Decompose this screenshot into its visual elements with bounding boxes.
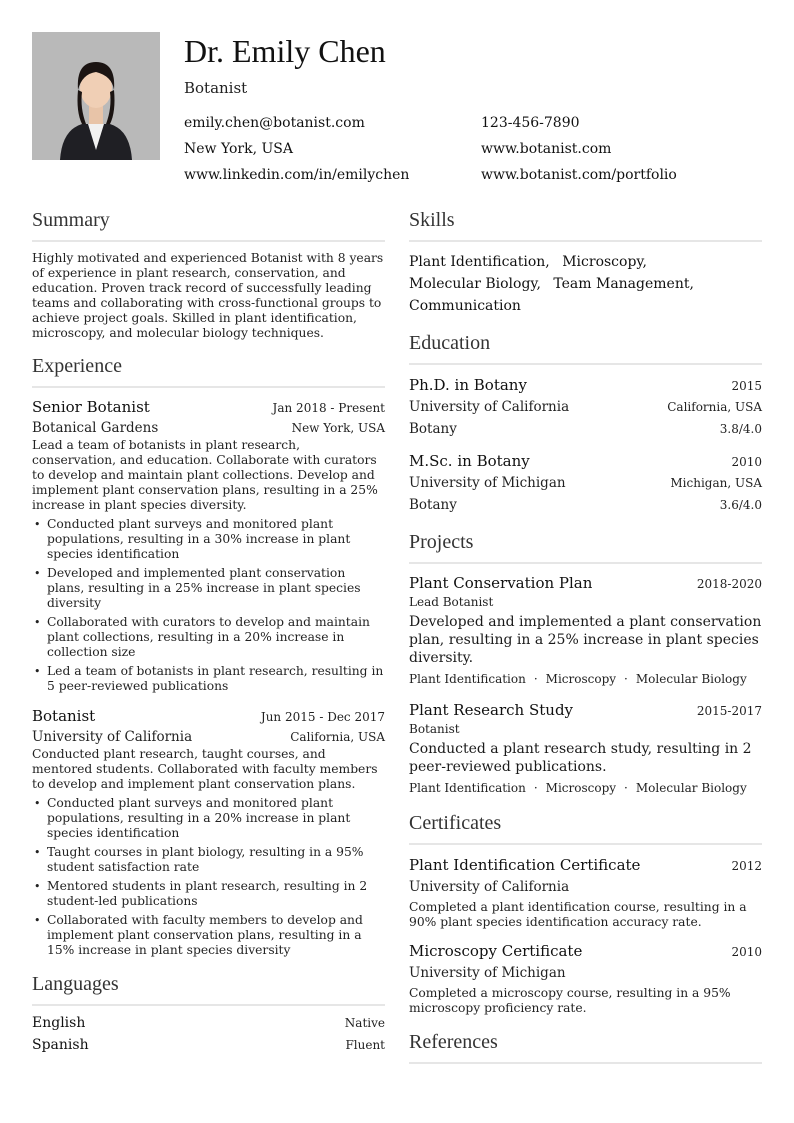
skills-section — [409, 208, 762, 317]
achievement-item: • Collaborated with faculty members to develop and implement plant conservation plans, resulting in a 15% increase in plant species diversity — [32, 913, 385, 958]
section-title: References — [409, 1030, 762, 1064]
project-date: 2018-2020 — [696, 577, 762, 591]
summary-section — [32, 208, 385, 341]
references-section — [409, 1030, 762, 1064]
left-column — [32, 208, 385, 1073]
certificate-title: Microscopy Certificate — [409, 942, 583, 960]
degree-name: Ph.D. in Botany — [409, 376, 527, 394]
degree-year: 2010 — [731, 455, 762, 469]
projects-section — [409, 530, 762, 797]
school-name: University of Michigan — [409, 475, 566, 491]
job-title: Botanist — [184, 79, 248, 97]
project-tags — [409, 670, 762, 688]
linkedin-link[interactable]: www.linkedin.com/in/emilychen — [184, 167, 410, 183]
achievement-list — [32, 517, 385, 694]
summary-text: Highly motivated and experienced Botanist with 8 years of experience in plant research, conservation, and education. Proven track record of successfully leading teams and collaborating with cross-functional groups to achieve project goals. Skilled in plant identification, microscopy, and molecular biology techniques. — [32, 251, 384, 340]
candidate-name: Dr. Emily Chen — [184, 33, 386, 69]
job-position: Botanist — [32, 707, 96, 725]
job-date: Jun 2015 - Dec 2017 — [260, 710, 385, 724]
achievement-item: • Conducted plant surveys and monitored plant populations, resulting in a 20% increase in plant species identification — [32, 796, 385, 841]
certificate-description: Completed a microscopy course, resulting in a 95% microscopy proficiency rate. — [409, 986, 731, 1015]
achievement-list — [32, 796, 385, 958]
certificate-entry — [409, 854, 762, 930]
school-name: University of California — [409, 399, 570, 415]
certificate-issuer: University of California — [409, 879, 570, 895]
website-link[interactable]: www.botanist.com — [481, 141, 612, 157]
section-title: Skills — [409, 208, 762, 242]
project-role: Lead Botanist — [409, 595, 494, 609]
tag-separator: · — [533, 672, 538, 686]
education-entry — [409, 450, 762, 516]
job-company: Botanical Gardens — [32, 420, 159, 436]
tag-separator: · — [624, 781, 628, 795]
field-of-study: Botany — [409, 421, 457, 437]
language-level: Native — [344, 1016, 385, 1030]
project-tag: Plant Identification — [409, 672, 526, 686]
project-tag: Plant Identification — [409, 781, 526, 795]
achievement-item: • Led a team of botanists in plant research, resulting in 5 peer-reviewed publications — [32, 664, 385, 694]
education-entry — [409, 374, 762, 440]
achievement-item: • Mentored students in plant research, resulting in 2 student-led publications — [32, 879, 385, 909]
job-location: New York, USA — [291, 421, 385, 435]
project-tag: Molecular Biology — [635, 781, 747, 795]
achievement-item: • Collaborated with curators to develop and maintain plant collections, resulting in a 20% increase in collection size — [32, 615, 385, 660]
achievement-item: • Conducted plant surveys and monitored plant populations, resulting in a 30% increase in plant species identification — [32, 517, 385, 562]
certificate-year: 2012 — [731, 859, 762, 873]
project-date: 2015-2017 — [696, 704, 762, 718]
job-company: University of California — [32, 729, 193, 745]
field-of-study: Botany — [409, 497, 457, 513]
phone-number[interactable]: 123-456-7890 — [481, 115, 580, 131]
language-level: Fluent — [345, 1038, 385, 1052]
tag-separator: · — [624, 672, 628, 686]
certificate-entry — [409, 940, 762, 1016]
project-entry — [409, 573, 762, 688]
project-description: Conducted a plant research study, resulting in 2 peer-reviewed publications. — [409, 741, 752, 775]
certificate-title: Plant Identification Certificate — [409, 856, 641, 874]
certificate-year: 2010 — [731, 945, 762, 959]
school-location: California, USA — [667, 400, 762, 414]
job-position: Senior Botanist — [32, 398, 150, 416]
portfolio-link[interactable]: www.botanist.com/portfolio — [481, 167, 677, 183]
job-location: California, USA — [290, 730, 385, 744]
section-title: Education — [409, 331, 762, 365]
job-description: Lead a team of botanists in plant research, conservation, and education. Collaborate with curators to develop and maintain plant collections. Develop and implement plant conservation plans, resulting in a 25% increase in plant species diversity. — [32, 438, 378, 512]
skill-item: Plant Identification, — [409, 254, 550, 270]
language-row — [32, 1037, 385, 1059]
job-entry — [32, 397, 385, 694]
tag-separator: · — [533, 781, 538, 795]
certificate-description: Completed a plant identification course, resulting in a 90% plant species identification accuracy rate. — [409, 900, 747, 929]
language-row — [32, 1015, 385, 1037]
experience-section — [32, 354, 385, 958]
job-description: Conducted plant research, taught courses, and mentored students. Collaborated with faculty members to develop and implement plant conservation plans. — [32, 747, 378, 791]
achievement-item: • Taught courses in plant biology, resulting in a 95% student satisfaction rate — [32, 845, 385, 875]
right-column — [409, 208, 762, 1078]
gpa-value: 3.6/4.0 — [719, 498, 762, 512]
project-tag: Molecular Biology — [635, 672, 747, 686]
skill-item: Communication — [409, 298, 521, 314]
section-title: Certificates — [409, 811, 762, 845]
degree-name: M.Sc. in Botany — [409, 452, 530, 470]
skill-item: Molecular Biology, — [409, 276, 541, 292]
achievement-item: • Developed and implemented plant conservation plans, resulting in a 25% increase in plant species diversity — [32, 566, 385, 611]
portrait-image — [32, 32, 160, 160]
certificates-section — [409, 811, 762, 1016]
education-section — [409, 331, 762, 516]
school-location: Michigan, USA — [670, 476, 762, 490]
email-link[interactable]: emily.chen@botanist.com — [184, 115, 365, 131]
project-tag: Microscopy — [545, 672, 617, 686]
project-tag: Microscopy — [545, 781, 617, 795]
project-title: Plant Research Study — [409, 701, 574, 719]
project-title: Plant Conservation Plan — [409, 574, 593, 592]
language-name: Spanish — [32, 1037, 89, 1053]
project-entry — [409, 700, 762, 797]
language-name: English — [32, 1015, 86, 1031]
profile-photo — [32, 32, 160, 160]
section-title: Experience — [32, 354, 385, 388]
section-title: Languages — [32, 972, 385, 1006]
job-entry — [32, 706, 385, 958]
section-title: Projects — [409, 530, 762, 564]
gpa-value: 3.8/4.0 — [719, 422, 762, 436]
project-role: Botanist — [409, 722, 460, 736]
certificate-issuer: University of Michigan — [409, 965, 566, 981]
languages-section — [32, 972, 385, 1059]
skill-item: Team Management, — [553, 276, 694, 292]
degree-year: 2015 — [731, 379, 762, 393]
location-text: New York, USA — [184, 141, 293, 157]
section-title: Summary — [32, 208, 385, 242]
job-date: Jan 2018 - Present — [272, 401, 385, 415]
project-description: Developed and implemented a plant conservation plan, resulting in a 25% increase in plant species diversity. — [409, 614, 762, 666]
project-tags — [409, 779, 762, 797]
skills-list — [409, 251, 762, 317]
skill-item: Microscopy, — [562, 254, 647, 270]
